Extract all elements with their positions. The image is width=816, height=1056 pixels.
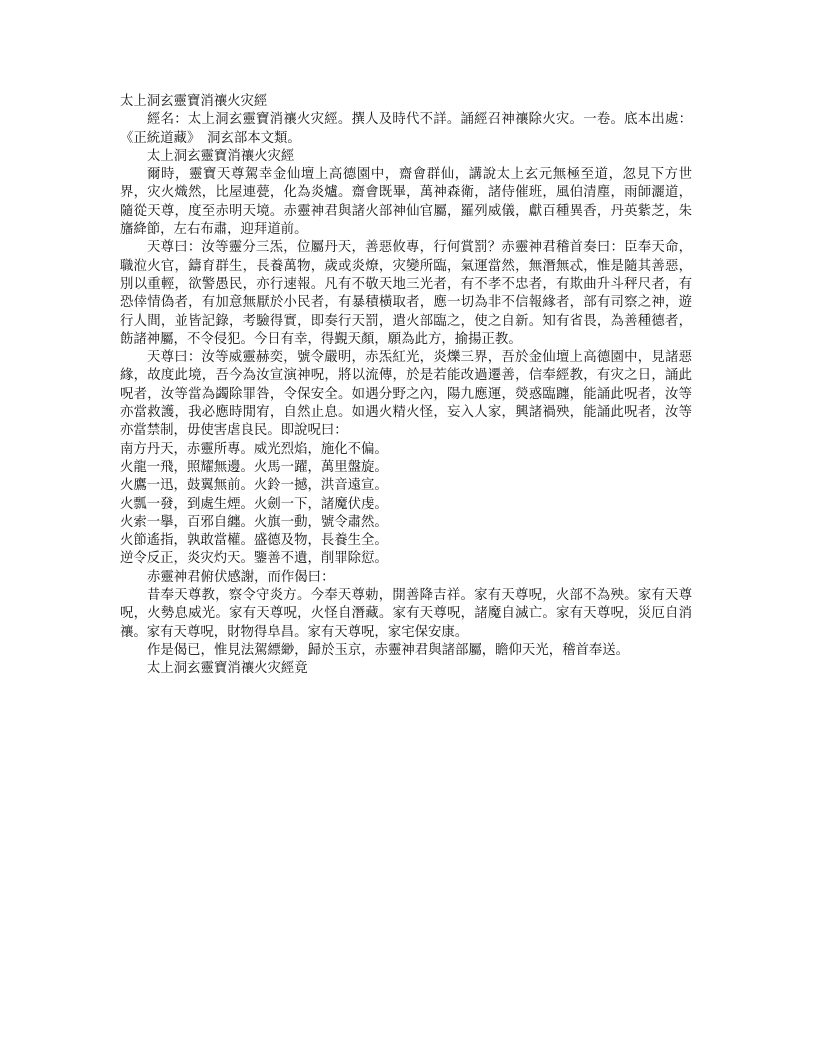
document-meta: 經名：太上洞玄靈寶消禳火灾經。撰人及時代不詳。誦經召神禳除火灾。一卷。底本出處：《正統道藏》 洞玄部本文類。 [120,112,692,146]
verse-line: 火節遙指，孰敢當權。盛德及物，長養生全。 [120,533,388,549]
paragraph: 作是偈已，惟見法駕縹緲，歸於玉京，赤靈神君與諸部屬，瞻仰天光，稽首奉送。 [147,642,630,658]
verse-line: 南方丹天，赤靈所專。威光烈焰，施化不偏。 [120,441,388,457]
document-end-title: 太上洞玄靈寶消禳火灾經竟 [147,661,308,677]
verse-line: 火瓢一發，到處生煙。火劍一下，諸魔伏虔。 [120,496,388,512]
paragraph: 昔奉天尊教，察令守炎方。今奉天尊勅，開善降吉祥。家有天尊呪，火部不為殃。家有天尊呪，火勢息威光。家有天尊呪，火怪自潛藏。家有天尊呪，諸魔自滅亡。家有天尊呪，災厄自消禳。家有天尊呪，財物得阜昌。家有天尊呪，家宅保安康。 [120,588,692,640]
paragraph: 赤靈神君俯伏感謝，而作偈曰： [147,569,335,585]
paragraph: 天尊曰：汝等威靈赫奕，號令嚴明，赤炁紅光，炎爍三界，吾於金仙壇上高德園中，見諸惡緣，故度此境，吾今為汝宣演神呪，將以流傳，於是若能改過遷善，信奉經教，有灾之日，誦此呪者，汝等當為蠲除罪咎，令保安全。如遇分野之內，陽九應運，熒惑臨躔，能誦此呪者，汝等亦當救護，我必應時閒宥，自然止息。如遇火精火怪，妄入人家，興諸禍殃，能誦此呪者，汝等亦當禁制，毋使害虐良民。即說呪曰： [120,350,692,439]
document-title: 太上洞玄靈寶消禳火灾經 [120,94,268,109]
verse-line: 火索一擧，百邪自纏。火旗一動，號令肅然。 [120,514,388,530]
document-page [120,93,692,679]
verse-line: 火龍一飛，照耀無邊。火馬一躍，萬里盤旋。 [120,459,388,475]
paragraph: 爾時，靈寶天尊駕幸金仙壇上高德園中，齋會群仙，講說太上玄元無極至道，忽見下方世界，灾火熾然，比屋連甍，化為炎爐。齋會既畢，萬神森衛，諸侍催班，風伯清塵，雨師灑道，隨從天尊，度至赤明天境。赤靈神君與諸火部神仙官屬，羅列威儀，獻百種異香，丹英紫芝，朱旛絳節，左右布肅，迎拜道前。 [120,167,692,238]
verse-line: 逆令反正，炎灾灼天。鑒善不遺，削罪除愆。 [120,551,388,567]
document-subtitle: 太上洞玄靈寶消禳火灾經 [147,148,295,164]
verse-line: 火鷹一迅，鼓翼無前。火鈴一撼，洪音遠宣。 [120,478,388,494]
paragraph: 天尊曰：汝等靈分三炁，位屬丹天，善惡攸專，行何賞罰？赤靈神君稽首奏曰：臣奉天命，職涖火官，鑄育群生，長養萬物，歲或炎燎，灾變所臨，氣運當然，無潛無忒，惟是隨其善惡，別以重輕，欲警愚民，亦行速報。凡有不敬天地三光者，有不孝不忠者，有欺曲升斗秤尺者，有恐倖情偽者，有加意無厭於小民者，有暴積橫取者，應一切為非不信報緣者，部有司察之神，遊行人間，並皆記錄，考驗得實，即奏行天罰，遣火部臨之，使之自新。知有省畏，為善種德者，飭諸神屬，不令侵犯。今日有幸，得覲天顏，願為此方，揄揚正教。 [120,240,692,347]
